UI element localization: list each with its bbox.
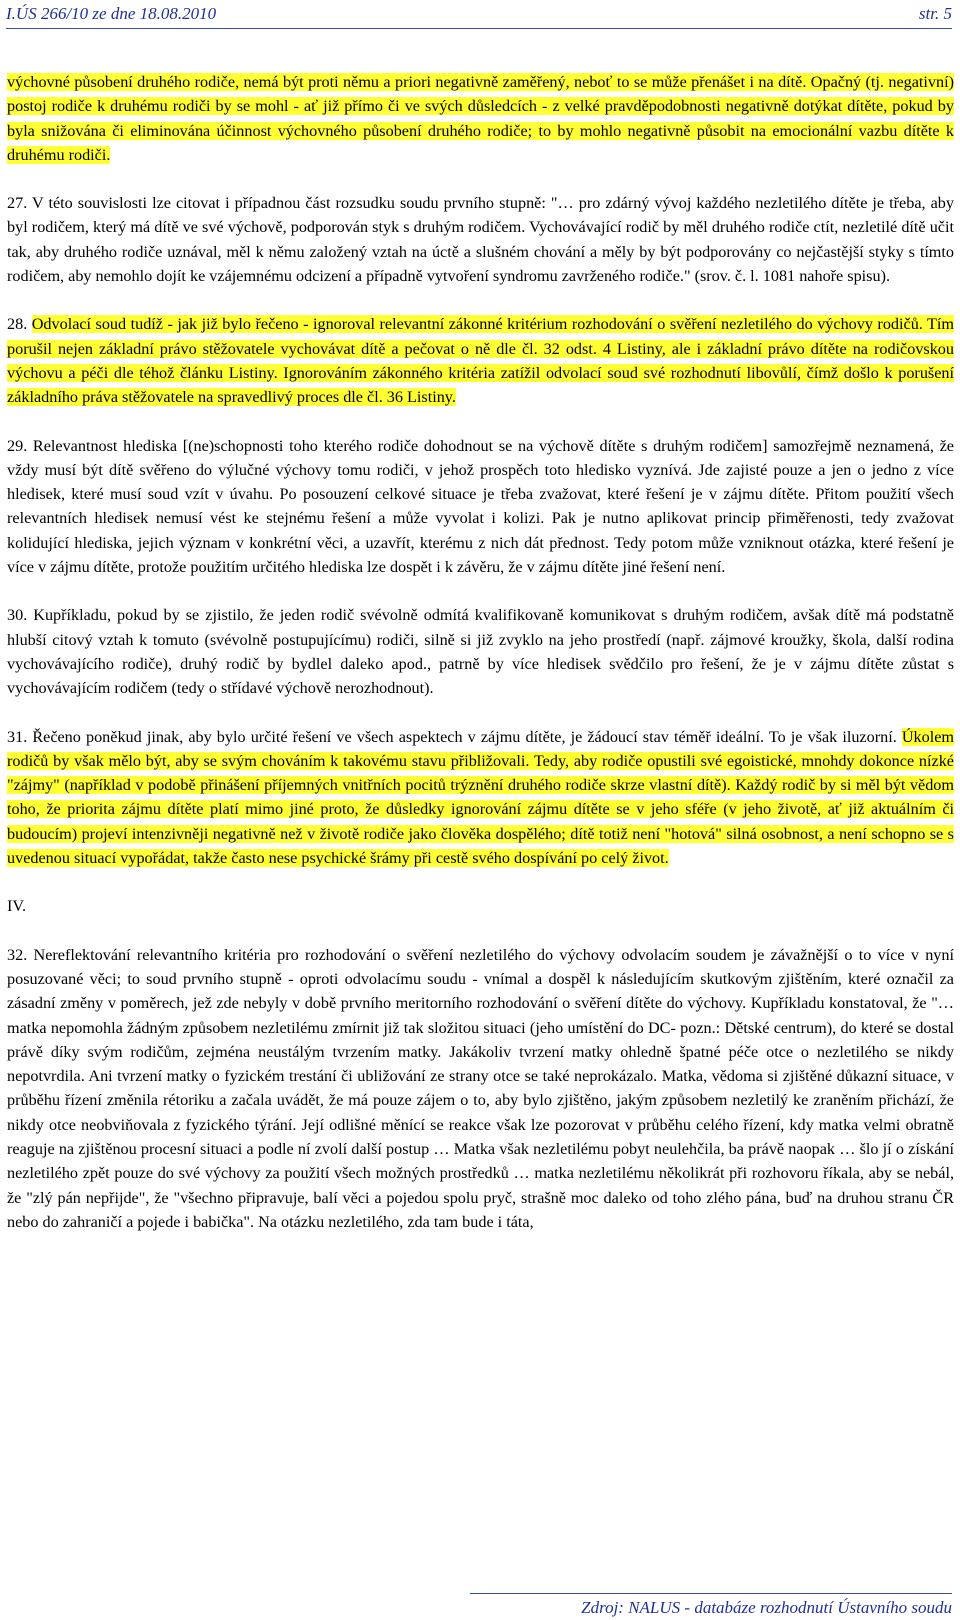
paragraph-number: 28. <box>7 315 32 334</box>
header-divider <box>6 28 952 29</box>
paragraph-31 <box>7 725 954 871</box>
footer-divider <box>470 1593 952 1594</box>
highlighted-text: výchovné působení druhého rodiče, nemá být proti němu a priori negativně zaměřený, neboť to se může přenášet i na dítě. Opačný (tj. negativní) postoj rodiče k druhému rodiči by se mohl - ať již přímo či ve svých důsledcích - z velké pravděpodobnosti negativně dotýkat dítěte, pokud by byla snižována či eliminována účinnost výchovného působení druhého rodiče; to by mohlo negativně působit na emocionální vazbu dítěte k druhému rodiči. <box>7 73 954 164</box>
paragraph-27: 27. V této souvislosti lze citovat i případnou část rozsudku soudu prvního stupně: "… pro zdárný vývoj každého nezletilého dítěte je třeba, aby byl rodičem, který má dítě ve své výchově, podporován styk s druhým rodičem. Vychovávající rodič by měl druhého rodiče ctít, nezletilé dítě učit tak, aby druhého rodiče uznával, měl k němu založený vztah na úctě a slušném chování a měly by být podporovány co nejčastější styky s tímto rodičem, aby nemohlo dojít ke vzájemnému odcizení a případně vytvoření syndromu zavrženého rodiče." (srov. č. l. 1081 nahoře spisu). <box>7 194 954 286</box>
paragraph-29: 29. Relevantnost hlediska [(ne)schopnosti toho kterého rodiče dohodnout se na výchově dítěte s druhým rodičem] samozřejmě neznamená, že vždy musí být dítě svěřeno do výlučné výchovy tomu rodiči, v jehož prospěch toto hledisko vyznívá. Jde zajisté pouze a jen o jedno z více hledisek, které musí soud vzít v úvahu. Po posouzení celkové situace je třeba zvažovat, které řešení je v zájmu dítěte. Přitom použití všech relevantních hledisek nemusí vést ke stejnému řešení a může vyvolat i kolizi. Pak je nutno aplikovat princip přiměřenosti, tedy zvažovat kolidující hlediska, jejich význam v konkrétní věci, a uzavřít, kterému z nich dát přednost. Tedy potom může vzniknout otázka, které řešení je více v zájmu dítěte, protože použitím určitého hlediska lze dospět i k závěru, že v zájmu dítěte jiné řešení není. <box>7 436 954 577</box>
paragraph-30: 30. Kupříkladu, pokud by se zjistilo, že jeden rodič svévolně odmítá kvalifikovaně komunikovat s druhým rodičem, avšak dítě má podstatně hlubší citový vztah k tomuto (svévolně postupujícímu) rodiči, silně si již zvyklo na jeho prostředí (např. zájmové kroužky, škola, další rodina vychovávajícího rodiče), druhý rodič by bydlel daleko apod., patrně by více hledisek svědčilo pro řešení, že je v zájmu dítěte zůstat s vychovávajícím rodičem (tedy o střídavé výchově nerozhodnout). <box>7 606 954 698</box>
page-header <box>6 4 952 28</box>
paragraph-28 <box>7 312 954 409</box>
highlighted-text: Úkolem rodičů by však mělo být, aby se svým chováním k takovému stavu přibližovali. Tedy, aby rodiče opustili své egoistické, mnohdy dokonce nízké "zájmy" (například v podobě přinášení příjemných vnitřních pocitů trýznění druhého rodiče skrze vlastní dítě). Každý rodič by si měl být vědom toho, že priorita zájmu dítěte platí mimo jiné proto, že důsledky ignorování zájmu dítěte se v jeho sféře (v jeho životě, ať již aktuálním či budoucím) projeví intenzivněji negativně než v životě rodiče jako člověka dospělého; dítě totiž není "hotová" silná osobnost, a není schopno se s uvedenou situací vypořádat, takže často nese psychické šrámy při cestě svého dospívání po celý život. <box>7 727 954 868</box>
paragraph-26-continuation <box>7 70 954 167</box>
page-number: str. 5 <box>918 4 952 23</box>
section-heading: IV. <box>7 897 27 916</box>
paragraph-32: 32. Nereflektování relevantního kritéria pro rozhodování o svěření nezletilého do výchovy odvolacím soudem je závažnější o to více v nyní posuzované věci; to soud prvního stupně - oproti odvolacímu soudu - vnímal a dospěl k následujícím skutkovým zjištěním, které označil za zásadní změny v poměrech, jež zde nebyly v době prvního meritorního rozhodování o svěření dítěte do výchovy. Kupříkladu konstatoval, že "… matka nepomohla žádným způsobem nezletilému zmírnit již tak složitou situaci (jeho umístění do DC- pozn.: Dětské centrum), do které se dostal právě díky svým rodičům, zejména neustálým tvrzením matky. Jakákoliv tvrzení matky ohledně špatné péče otce o nezletilého se nikdy nepotvrdila. Ani tvrzení matky o fyzickém trestání či ubližování ze strany otce se také neprokázalo. Matka, vědoma si zjištěné důkazní situace, v průběhu řízení změnila rétoriku a začala uvádět, že má pouze zájem o to, aby bylo zjištěno, jakým způsobem nezletilý ke zraněním přichází, že nikdy otce neobviňovala z fyzického týrání. Její odlišné měnící se reakce však lze pozorovat v průběhu celého řízení, kdy matka velmi obratně reaguje na zjištěnou procesní situaci a podle ní zvolí další postup … Matka však nezletilému pobyt neulehčila, ba právě naopak … šlo jí o získání nezletilého zpět pouze do své výchovy za použití všech možných prostředků … matka nezletilému několikrát při rozhovoru říkala, aby se nebál, že "zlý pán nepřijde", že "všechno připravuje, balí věci a pojedou spolu pryč, strašně moc daleko od toho zlého pána, buď na druhou stranu ČR nebo do zahraničí a pojede i babička". Na otázku nezletilého, zda tam bude i táta, <box>7 945 954 1231</box>
source-footer: Zdroj: NALUS - databáze rozhodnutí Ústavního soudu <box>581 1598 952 1617</box>
document-body <box>7 70 954 1258</box>
highlighted-text: Odvolací soud tudíž - jak již bylo řečeno - ignoroval relevantní zákonné kritérium rozhodování o svěření nezletilého do výchovy rodičů. Tím porušil nejen základní právo stěžovatele vychovávat dítě a pečovat o ně dle čl. 32 odst. 4 Listiny, ale i základní právo dítěte na rodičovskou výchovu a péči dle téhož článku Listiny. Ignorováním zákonného kritéria zatížil odvolací soud své rozhodnutí libovůlí, čímž došlo k porušení základního práva stěžovatele na spravedlivý proces dle čl. 36 Listiny. <box>7 315 954 407</box>
paragraph-text: 31. Řečeno poněkud jinak, aby bylo určité řešení ve všech aspektech v zájmu dítěte, je žádoucí stav téměř ideální. To je však iluzorní. <box>7 727 902 746</box>
case-reference: I.ÚS 266/10 ze dne 18.08.2010 <box>6 4 217 23</box>
